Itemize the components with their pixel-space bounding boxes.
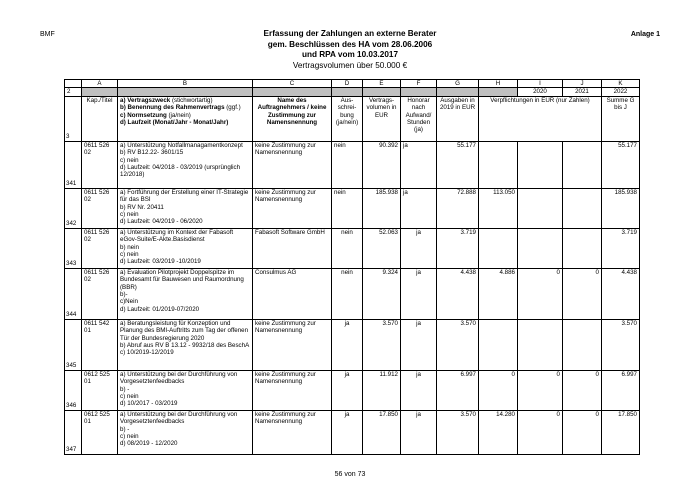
verpflichtung-2021-cell: 0 xyxy=(518,410,563,454)
summe-cell: 4.438 xyxy=(602,268,640,319)
table-row xyxy=(65,410,640,454)
ausschreibung-cell: ja xyxy=(332,319,363,370)
grey-cell xyxy=(479,88,518,96)
header-b-line1: a) Vertragszweck xyxy=(120,96,171,104)
verpflichtung-2020-cell xyxy=(479,319,518,370)
header-ausgaben-2019: Ausgaben in 2019 in EUR xyxy=(437,96,479,141)
ausschreibung-cell: ja xyxy=(332,370,363,410)
ausschreibung-cell: ja xyxy=(332,410,363,454)
honorar-cell: ja xyxy=(401,188,437,228)
ausgaben-2019-cell: 6.997 xyxy=(437,370,479,410)
vertragszweck-cell: a) Beratungsleistung für Konzeption und Planung des BMI-Auftritts zum Tag der offenen Tür der Bundesregierung 2020 b) Abruf aus RV B 13.12 - 9932/18 des BeschA c) 10/2019-12/2019 xyxy=(118,319,253,370)
verpflichtung-2022-cell xyxy=(563,319,602,370)
header-b-line2: b) Benennung des Rahmenvertrags xyxy=(120,104,225,112)
vertragsvolumen-cell: 90.392 xyxy=(363,141,401,188)
ausgaben-2019-cell: 72.888 xyxy=(437,188,479,228)
kap-titel-cell: 0612 525 01 xyxy=(82,370,118,410)
ausgaben-2019-cell: 3.719 xyxy=(437,228,479,268)
header-vertragszweck xyxy=(118,96,253,141)
col-letter: D xyxy=(332,80,363,88)
verpflichtung-2022-cell xyxy=(563,188,602,228)
header-honorar: Honorar nach Aufwand/ Stunden (ja) xyxy=(401,96,437,141)
col-letter: J xyxy=(563,80,602,88)
header-vertragsvolumen: Vertrags-volumen in EUR xyxy=(363,96,401,141)
summe-cell: 3.719 xyxy=(602,228,640,268)
row-number: 346 xyxy=(65,370,82,410)
header-b-line4: d) Laufzeit (Monat/Jahr - Monat/Jahr) xyxy=(120,119,229,127)
row-number: 345 xyxy=(65,319,82,370)
vertragszweck-cell: a) Evaluation Pilotprojekt Doppelspitze im Bundesamt für Bauwesen und Raumordnung (BBR) b)- c)Nein d) Laufzeit: 01/2019-07/2020 xyxy=(118,268,253,319)
column-letter-row xyxy=(65,80,640,88)
honorar-cell: ja xyxy=(401,319,437,370)
payments-table xyxy=(64,79,640,455)
auftragnehmer-cell: keine Zustimmung zur Namensnennung xyxy=(253,188,332,228)
verpflichtung-2020-cell: 113.050 xyxy=(479,188,518,228)
kap-titel-cell: 0611 526 02 xyxy=(82,268,118,319)
honorar-cell: ja xyxy=(401,370,437,410)
page-footer: 56 von 73 xyxy=(334,471,366,478)
verpflichtung-2020-cell xyxy=(479,141,518,188)
kap-titel-cell: 0612 525 01 xyxy=(82,410,118,454)
grey-cell xyxy=(82,88,118,96)
vertragszweck-cell: a) Unterstützung im Kontext der Fabasoft eGov-Suite/E-Akte.Basisdienst b) nein c) nein d) Laufzeit: 03/2019 -10/2019 xyxy=(118,228,253,268)
verpflichtung-2020-cell: 14.280 xyxy=(479,410,518,454)
honorar-cell: ja xyxy=(401,228,437,268)
vertragszweck-cell: a) Fortführung der Erstellung einer IT-Strategie für das BSI b) RV Nr. 20411 c) nein d) Laufzeit: 04/2019 - 06/2020 xyxy=(118,188,253,228)
header-row xyxy=(65,96,640,141)
vertragszweck-cell: a) Unterstützung bei der Durchführung von Vorgesetztenfeedbacks b) - c) nein d) 08/2019 - 12/2020 xyxy=(118,410,253,454)
col-letter: K xyxy=(602,80,640,88)
grey-cell xyxy=(253,88,332,96)
vertragsvolumen-cell: 11.912 xyxy=(363,370,401,410)
verpflichtung-2021-cell: 0 xyxy=(518,268,563,319)
table-row xyxy=(65,228,640,268)
row-number: 347 xyxy=(65,410,82,454)
header-b-line3-suffix: (ja/nein) xyxy=(166,111,191,119)
col-letter: C xyxy=(253,80,332,88)
ausschreibung-cell: nein xyxy=(332,188,363,228)
auftragnehmer-cell: Fabasoft Software GmbH xyxy=(253,228,332,268)
document-title xyxy=(0,29,700,71)
ausgaben-2019-cell: 4.438 xyxy=(437,268,479,319)
ausgaben-2019-cell: 55.177 xyxy=(437,141,479,188)
row-number: 2 xyxy=(65,88,82,96)
title-line-2: gem. Beschlüssen des HA vom 28.06.2006 xyxy=(267,39,433,49)
verpflichtung-2021-cell: 0 xyxy=(518,370,563,410)
row-number: 344 xyxy=(65,268,82,319)
auftragnehmer-cell: keine Zustimmung zur Namensnennung xyxy=(253,370,332,410)
verpflichtung-2021-cell xyxy=(518,319,563,370)
verpflichtung-2020-cell xyxy=(479,228,518,268)
honorar-cell: ja xyxy=(401,141,437,188)
honorar-cell: ja xyxy=(401,410,437,454)
ausgaben-2019-cell: 3.570 xyxy=(437,410,479,454)
summe-cell: 6.997 xyxy=(602,370,640,410)
verpflichtung-2022-cell: 0 xyxy=(563,370,602,410)
summe-cell: 185.938 xyxy=(602,188,640,228)
col-letter: E xyxy=(363,80,401,88)
year-2022: 2022 xyxy=(602,88,640,96)
title-line-4: Vertragsvolumen über 50.000 € xyxy=(292,60,408,70)
vertragsvolumen-cell: 17.850 xyxy=(363,410,401,454)
header-kap-titel: Kap./Titel xyxy=(82,96,118,141)
auftragnehmer-cell: keine Zustimmung zur Namensnennung xyxy=(253,319,332,370)
table-row xyxy=(65,268,640,319)
table-row xyxy=(65,141,640,188)
header-b-line1-suffix: (stichwortartig) xyxy=(170,96,213,104)
verpflichtung-2022-cell xyxy=(563,228,602,268)
row-number: 343 xyxy=(65,228,82,268)
verpflichtung-2020-cell: 4.886 xyxy=(479,268,518,319)
summe-cell: 55.177 xyxy=(602,141,640,188)
ausgaben-2019-cell: 3.570 xyxy=(437,319,479,370)
page-header-right: Anlage 1 xyxy=(630,31,660,38)
col-letter: F xyxy=(401,80,437,88)
summe-cell: 17.850 xyxy=(602,410,640,454)
table-row xyxy=(65,188,640,228)
vertragsvolumen-cell: 3.570 xyxy=(363,319,401,370)
grey-cell xyxy=(437,88,479,96)
table-row xyxy=(65,319,640,370)
ausschreibung-cell: nein xyxy=(332,268,363,319)
row-number: 3 xyxy=(65,96,82,141)
year-2020: 2020 xyxy=(518,88,563,96)
header-verpflichtungen: Verpflichtungen in EUR (nur Zahlen) xyxy=(479,96,602,141)
verpflichtung-2020-cell: 0 xyxy=(479,370,518,410)
row-number: 341 xyxy=(65,141,82,188)
col-letter: I xyxy=(518,80,563,88)
ausschreibung-cell: nein xyxy=(332,141,363,188)
auftragnehmer-cell: Consulmus AG xyxy=(253,268,332,319)
verpflichtung-2022-cell: 0 xyxy=(563,410,602,454)
table-row xyxy=(65,370,640,410)
header-b-line2-suffix: (ggf.) xyxy=(224,104,241,112)
verpflichtung-2021-cell xyxy=(518,188,563,228)
grey-cell xyxy=(332,88,363,96)
vertragsvolumen-cell: 9.324 xyxy=(363,268,401,319)
vertragszweck-cell: a) Unterstützung bei der Durchführung von Vorgesetztenfeedbacks b) - c) nein d) 10/2017 - 03/2019 xyxy=(118,370,253,410)
kap-titel-cell: 0611 526 02 xyxy=(82,228,118,268)
kap-titel-cell: 0611 542 01 xyxy=(82,319,118,370)
honorar-cell: ja xyxy=(401,268,437,319)
vertragszweck-cell: a) Unterstützung Notfallmanagamentkonzept b) RV B12.22- 3601/15 c) nein d) Laufzeit: 04/2018 - 03/2019 (ursprünglich 12/2018) xyxy=(118,141,253,188)
kap-titel-cell: 0611 526 02 xyxy=(82,141,118,188)
verpflichtung-2022-cell: 0 xyxy=(563,268,602,319)
col-letter: H xyxy=(479,80,518,88)
header-ausschreibung: Aus-schrei-bung (ja/nein) xyxy=(332,96,363,141)
grey-cell xyxy=(118,88,253,96)
year-row xyxy=(65,88,640,96)
grey-cell xyxy=(363,88,401,96)
year-2021: 2021 xyxy=(563,88,602,96)
ausschreibung-cell: nein xyxy=(332,228,363,268)
title-line-3: und RPA vom 10.03.2017 xyxy=(301,50,398,59)
grey-cell xyxy=(401,88,437,96)
col-letter: A xyxy=(82,80,118,88)
verpflichtung-2021-cell xyxy=(518,141,563,188)
row-number: 342 xyxy=(65,188,82,228)
verpflichtung-2022-cell xyxy=(563,141,602,188)
header-summe: Summe G bis J xyxy=(602,96,640,141)
header-auftragnehmer: Name des Auftragnehmers / keine Zustimmung zur Namensnennung xyxy=(253,96,332,141)
kap-titel-cell: 0611 526 02 xyxy=(82,188,118,228)
auftragnehmer-cell: keine Zustimmung zur Namensnennung xyxy=(253,410,332,454)
title-line-1: Erfassung der Zahlungen an externe Berater xyxy=(263,29,437,38)
header-b-line3: c) Normsetzung xyxy=(120,111,167,119)
vertragsvolumen-cell: 52.063 xyxy=(363,228,401,268)
page-header-left: BMF xyxy=(40,31,55,38)
corner-cell xyxy=(65,80,82,88)
auftragnehmer-cell: keine Zustimmung zur Namensnennung xyxy=(253,141,332,188)
col-letter: B xyxy=(118,80,253,88)
summe-cell: 3.570 xyxy=(602,319,640,370)
col-letter: G xyxy=(437,80,479,88)
verpflichtung-2021-cell xyxy=(518,228,563,268)
vertragsvolumen-cell: 185.938 xyxy=(363,188,401,228)
